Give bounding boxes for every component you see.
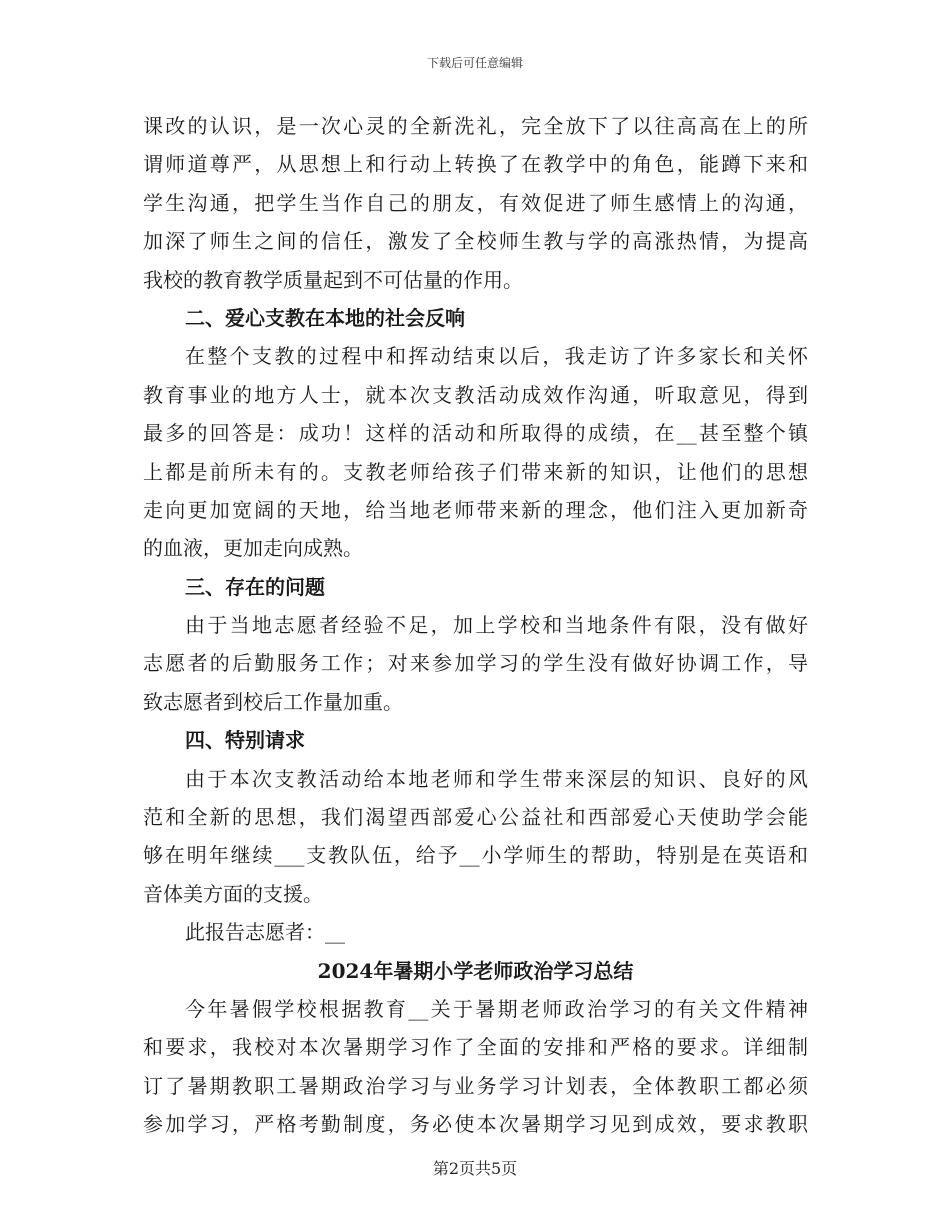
- article-title: 2024年暑期小学老师政治学习总结: [317, 958, 634, 983]
- document-body: [143, 107, 808, 1144]
- paragraph-line: 订了暑期教职工暑期政治学习与业务学习计划表，全体教职工都必须: [143, 1073, 808, 1098]
- paragraph-line: 课改的认识，是一次心灵的全新洗礼，完全放下了以往高高在上的所: [143, 114, 808, 138]
- paragraph-line: 加深了师生之间的信任，激发了全校师生教与学的高涨热情，为提高: [143, 229, 808, 254]
- paragraph-first-line: 在整个支教的过程中和挥动结束以后，我走访了许多家长和关怀: [185, 344, 808, 369]
- paragraph-line: 志愿者的后勤服务工作；对来参加学习的学生没有做好协调工作，导: [143, 651, 808, 676]
- paragraph-line: 走向更加宽阔的天地，给当地老师带来新的理念，他们注入更加新奇: [143, 497, 808, 522]
- section-heading: 三、存在的问题: [185, 574, 325, 599]
- paragraph-line: 学生沟通，把学生当作自己的朋友，有效促进了师生感情上的沟通，: [143, 190, 808, 215]
- paragraph-line: 和要求，我校对本次暑期学习作了全面的安排和严格的要求。详细制: [143, 1035, 808, 1060]
- page-number: 第2页共5页: [432, 1159, 518, 1178]
- paragraph-line: 够在明年继续___支教队伍，给予__小学师生的帮助，特别是在英语和: [143, 843, 808, 868]
- paragraph-first-line: 由于当地志愿者经验不足，加上学校和当地条件有限，没有做好: [185, 613, 808, 638]
- paragraph-line: 上都是前所未有的。支教老师给孩子们带来新的知识，让他们的思想: [143, 459, 808, 484]
- paragraph-line: 音体美方面的支援。: [143, 881, 323, 906]
- paragraph-line: 教育事业的地方人士，就本次支教活动成效作沟通，听取意见，得到: [143, 382, 808, 407]
- paragraph-line: 最多的回答是：成功！这样的活动和所取得的成绩，在__甚至整个镇: [143, 421, 808, 446]
- paragraph-line: 范和全新的思想，我们渴望西部爱心公益社和西部爱心天使助学会能: [143, 805, 808, 830]
- paragraph-line: 致志愿者到校后工作量加重。: [143, 689, 403, 714]
- paragraph-line: 参加学习，严格考勤制度，务必使本次暑期学习见到成效，要求教职: [143, 1112, 808, 1137]
- paragraph-line: 的血液，更加走向成熟。: [143, 536, 363, 561]
- paragraph-first-line: 由于本次支教活动给本地老师和学生带来深层的知识、良好的风: [185, 766, 808, 791]
- paragraph-line: 我校的教育教学质量起到不可估量的作用。: [143, 267, 523, 292]
- paragraph-line: 谓师道尊严，从思想上和行动上转换了在教学中的角色，能蹲下来和: [143, 152, 808, 177]
- paragraph-first-line: 此报告志愿者：__: [185, 920, 345, 945]
- paragraph-first-line: 今年暑假学校根据教育__关于暑期老师政治学习的有关文件精神: [185, 996, 808, 1021]
- section-heading: 二、爱心支教在本地的社会反响: [185, 305, 465, 330]
- section-heading: 四、特别请求: [185, 728, 305, 753]
- page-header-note: 下载后可任意编辑: [426, 56, 523, 70]
